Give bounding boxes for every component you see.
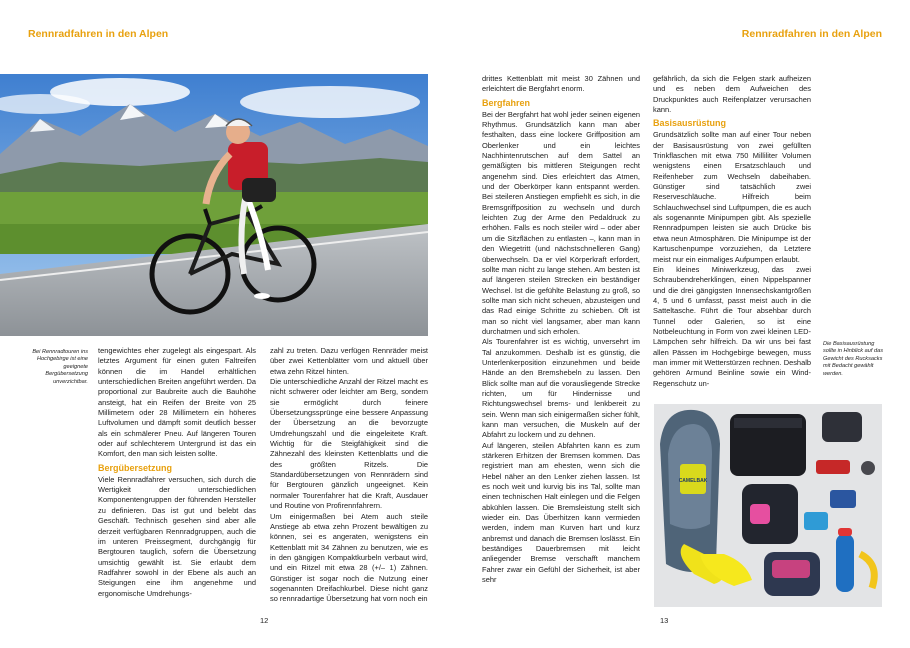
section-heading: Basisausrüstung (653, 118, 727, 129)
paragraph: Die unterschiedliche Anzahl der Ritzel macht es nicht schwerer oder leichter am Berg, sondern sie ermöglicht durch feinere Übersetzungssprünge eine bessere Anpassung der Übersetzung an die bevorzugte Umdrehungszahl und die eingeleitete Kraft. Wichtig für die Steigfähigkeit sind die Zähnezahl des kleinsten Kettenblatts und die des größten Ritzels. Die Standardübersetzungen von Rennrädern sind für Bergtouren gänzlich ungeeignet. Kein normaler Tourenfahrer hat die Kraft, Ausdauer und Routine von Profirennfahrern. (270, 377, 428, 511)
paragraph: zahl zu treten. Dazu verfügen Rennräder meist über zwei Kettenblätter vorn und aktuell über etwa zehn Ritzel hinten. (270, 346, 428, 376)
page-number-left: 12 (260, 616, 269, 625)
paragraph: Grundsätzlich sollte man auf einer Tour neben der Basisausrüstung von zwei gefüllten Trinkflaschen mit etwa 750 Milliliter Volumen wenigstens einen Ersatzschlauch und Reifenheber zum Wechseln dabeihaben. Günstiger sind tatsächlich zwei Reserveschläuche. Hilfreich beim Schlauchwechsel sind Luftpumpen, die es auch als sogenannte Minipumpen gibt. Als spezielle Rennradpumpen leisten sie auch Drücke bis etwa neun Atmosphären. Die Minipumpe ist der Kartuschenpumpe vorzuziehen, da Letztere meist nur ein einmaliges Aufpumpen erlaubt. (653, 130, 811, 264)
text-column-4 (653, 74, 811, 389)
photo-caption-left: Bei Rennradtouren ins Hochgebirge ist eine geeignete Bergübersetzung unverzichtbar. (32, 349, 88, 385)
paragraph: Viele Rennradfahrer versuchen, sich durch die Wertigkeit der unterschiedlichen Komponentengruppen der führenden Hersteller zu definieren. Das ist gut und belebt das Geschäft. Technisch gesehen sind aber alle derzeit verfügbaren Rennradgruppen, auch die im unteren Preissegment, durchgängig für Bergtouren tauglich, sofern die Übersetzung umsichtig gewählt ist. Sie erlaubt dem Radfahrer sowohl in der Ebene als auch an Steigungen eine ihm angenehme und ergonomische Umdrehungs- (98, 474, 256, 598)
running-header-right: Rennradfahren in den Alpen (741, 28, 882, 40)
paragraph: Bei der Bergfahrt hat wohl jeder seinen eigenen Rhythmus. Grundsätzlich kann man aber festhalten, dass eine lockere Griffposition am Oberlenker und ein leichtes Nachhintenrutschen auf dem Sattel an gemäßigten bis mittleren Steigungen recht angenehm sind. Dies erleichtert das Atmen, und der Oberkörper kann entspannt werden. Bei steileren Anstiegen empfiehlt es sich, in die Bremsgriffposition zu wechseln und durch leichten Zug der Arme den Pedaldruck zu erhöhen. Falls es noch steiler wird – oder aber um die Sitzflächen zu entlasten –, kann man in den Wiegetritt (und nächstschnelleren Gang) überwechseln. Da er viel Körperkraft erfordert, sollte man nicht zu lange stehen. Am besten ist auf längeren steilen Strecken ein beständiger Wechsel. Ist die gefühlte Belastung zu groß, so sollte man sich nicht scheuen, abzusteigen und das Rad einige Schritte zu schieben. Oft ist man so nicht viel langsamer, aber man kann durchatmen und sich erholen. (482, 109, 640, 336)
paragraph: Um einigermaßen bei Atem auch steile Anstiege ab etwa zehn Prozent bewältigen zu können, sei es angeraten, wenigstens ein Kettenblatt mit 34 Zähnen zu benutzen, wie es in den gängigen Kompaktkurbeln verbaut wird, und ein Ritzel mit etwa 28 (+/– 1) Zähnen. Günstiger ist sogar noch die Nutzung einer sogenannten Dreifachkurbel. Diese nicht ganz so rennradartige Übersetzung hat vorn noch ein (270, 511, 428, 604)
running-header-left: Rennradfahren in den Alpen (28, 28, 169, 40)
text-column-3 (482, 74, 640, 586)
paragraph: Auf längeren, steilen Abfahrten kann es zum stärkeren Erhitzen der Bremsen kommen. Das registriert man am ehesten, wenn sich die Hebel näher an den Lenker ziehen lassen. Ist es noch weit und kurvig bis ins Tal, sollte man einen technischen Halt einlegen und die Felgen abkühlen lassen. Die Bremsleistung stellt sich wieder ein. Das Überhitzen kann vermieden werden, indem man Kurven hart und kurz anbremst und danach die Bremsen loslässt. Ein beständiges Dauerbremsen mit leicht anliegender Bremse verschafft manchem Fahrer zwar ein Gefühl der Sicherheit, ist aber sehr (482, 440, 640, 585)
cyclist-photo (0, 74, 428, 336)
paragraph: drittes Kettenblatt mit meist 30 Zähnen und erleichtert die Bergfahrt enorm. (482, 74, 640, 94)
text-column-1 (98, 346, 256, 599)
photo-caption-right: Die Basisausrüstung sollte in Hinblick auf das Gewicht des Rucksacks mit Bedacht gewählt werden. (823, 341, 884, 377)
paragraph: Ein kleines Miniwerkzeug, das zwei Schraubendreherklingen, einen Nippelspanner und die drei gängigsten Innensechskantgrößen 4, 5 und 6 umfasst, passt meist auch in die Satteltasche. Führt die Tour absehbar durch Tunnel oder Galerien, so ist eine Notbeleuchtung in Form von zwei kleinen LED-Lämpchen sehr hilfreich. Da wir uns bei fast allen Pässen im Hochgebirge bewegen, muss man immer mit Wetterstürzen rechnen. Deshalb gehören Armund Beinline sowie ein Wind-Regenschutz un- (653, 264, 811, 388)
paragraph: gefährlich, da sich die Felgen stark aufheizen und es neben dem Aufweichen des Druckpunktes auch Reifenplatzer verursachen kann. (653, 74, 811, 115)
section-heading: Bergübersetzung (98, 462, 173, 473)
camelbak-label: CAMELBAK (678, 478, 708, 484)
paragraph: tengewichtes eher zugelegt als eingespart. Als letztes Argument für einen guten Faltreifen können die im Handel erhältlichen unterschiedlichen Breiten angeführt werden. Da proportional zur Baubreite auch die Bauhöhe ansteigt, hat ein Reifen der Breite von 25 Millimetern oder 28 Millimetern ein höheres Luftvolumen und dämpft somit deutlich besser als ein schmälerer Pneu. Auf längeren Touren oder auf schlechterem Untergrund ist das ein Komfort, den man sich leisten sollte. (98, 346, 256, 459)
gear-photo (654, 404, 882, 607)
page-number-right: 13 (660, 616, 669, 625)
text-column-2 (270, 346, 428, 605)
paragraph: Als Tourenfahrer ist es wichtig, unversehrt im Tal anzukommen. Deshalb ist es günstig, die Unterlenkerposition einzunehmen und beide Hände an den Bremshebeln zu lassen. Den Blick sollte man auf die vorausliegende Strecke richten, um für Hindernisse und Richtungswechsel brems- und lenkbereit zu sein. Wenn man sich einigermaßen sicher fühlt, kann man versuchen, die Muskeln auf der Abfahrt zu lockern und zu dehnen. (482, 337, 640, 440)
section-heading: Bergfahren (482, 97, 531, 108)
